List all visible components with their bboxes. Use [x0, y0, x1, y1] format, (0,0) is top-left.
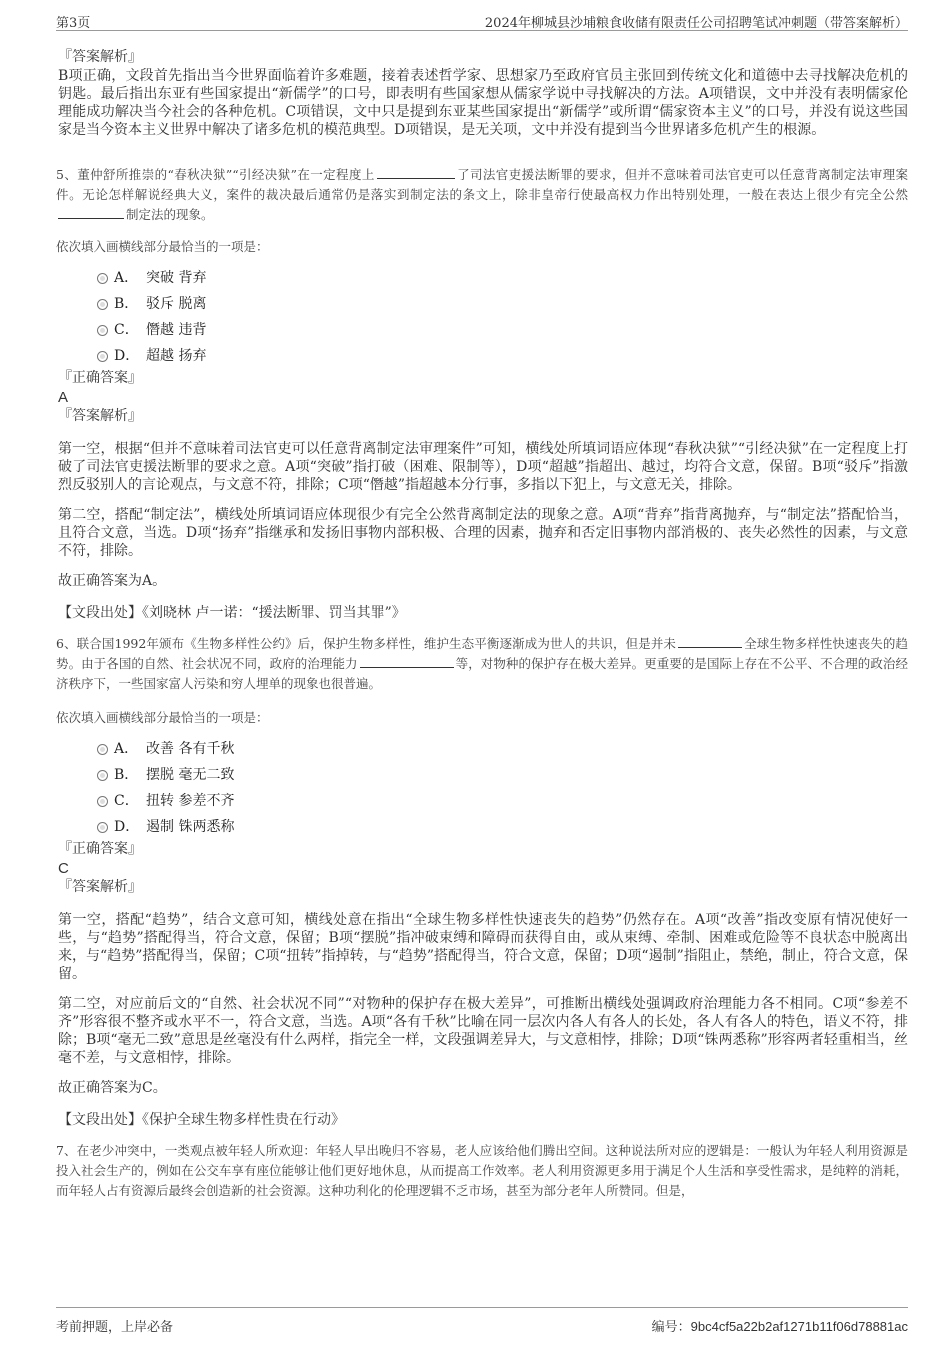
option-letter: C．: [114, 322, 139, 338]
option-text: 扭转 参差不齐: [146, 793, 235, 809]
answer-tag: 『正确答案』: [58, 370, 142, 386]
option-letter: D．: [114, 348, 140, 364]
analysis-paragraph-1: 第一空，搭配“趋势”，结合文意可知，横线处意在指出“全球生物多样性快速丧失的趋势”仍然存在。A项“改善”指改变原有情况使好一些，与“趋势”搭配得当，符合文意，保留；B项“摆脱”指冲破束缚和障碍而获得自由，或从束缚、牵制、困难或危险等不良状态中脱离出来，与“趋势”搭配得当，保留；C项“扭转”指掉转，与“趋势”搭配得当，符合文意，保留；D项“遏制”指阻止，禁绝，制止，符合文意，保留。: [58, 912, 908, 982]
radio-icon[interactable]: [97, 351, 108, 362]
page-content: [56, 40, 908, 1201]
option-c[interactable]: [56, 788, 908, 814]
document-title: 2024年柳城县沙埔粮食收储有限责任公司招聘笔试冲刺题（带答案解析）: [484, 16, 908, 31]
source-citation: 【文段出处】《刘晓林 卢一诺：“援法断罪、罚当其罪”》: [58, 605, 406, 621]
option-letter: B．: [114, 296, 139, 312]
analysis-conclusion: 故正确答案为C。: [58, 1080, 167, 1096]
blank-1: [678, 635, 742, 648]
radio-icon[interactable]: [97, 822, 108, 833]
analysis-paragraph-2: 第二空，对应前后文的“自然、社会状况不同”“对物种的保护存在极大差异”，可推断出横线处强调政府治理能力各不相同。C项“参差不齐”形容很不整齐或水平不一，符合文意，当选。A项“各有千秋”比喻在同一层次内各人有各人的长处，各人有各人的特色，语义不符，排除；B项“毫无二致”意思是丝毫没有什么两样，指完全一样，文段强调差异大，与文意相悖，排除；D项“铢两悉称”形容两者轻重相当，丝毫不差，与文意相悖，排除。: [58, 996, 908, 1066]
analysis-paragraph-1: 第一空，根据“但并不意味着司法官吏可以任意背离制定法审理案件”可知，横线处所填词语应体现“春秋决狱”“引经决狱”在一定程度上打破了司法官吏援法断罪的要求之意。A项“突破”指打破（困难、限制等），D项“超越”指超出、越过，均符合文意，保留。B项“驳斥”指激烈反驳别人的言论观点，与文意不符，排除；C项“僭越”指超越本分行事，多指以下犯上，与文意无关，排除。: [58, 441, 908, 493]
answer-tag: 『正确答案』: [58, 841, 142, 857]
radio-icon[interactable]: [97, 273, 108, 284]
blank-1: [377, 166, 455, 179]
option-b[interactable]: [56, 291, 908, 317]
page-header: [56, 8, 908, 31]
source-citation: 【文段出处】《保护全球生物多样性贵在行动》: [58, 1112, 345, 1128]
analysis-conclusion: 故正确答案为A。: [58, 573, 167, 589]
question-prompt: 依次填入画横线部分最恰当的一项是：: [56, 710, 269, 725]
option-letter: A．: [114, 741, 139, 757]
analysis-tag: 『答案解析』: [58, 879, 142, 895]
question-text: 了司法官吏援法断罪的要求，但并不意味着司法官吏可以任意背离制定法审理案件。无论怎样解说经典大义，案件的裁决最后通常仍是落实到制定法的条文上，除非皇帝行使最高权力作出特别处理，一般在表达上很少有完全公然: [56, 167, 908, 202]
option-b[interactable]: [56, 762, 908, 788]
option-d[interactable]: [56, 814, 908, 840]
options-list: [56, 265, 908, 369]
footer-slogan: 考前押题，上岸必备: [56, 1320, 174, 1335]
radio-icon[interactable]: [97, 299, 108, 310]
radio-icon[interactable]: [97, 796, 108, 807]
radio-icon[interactable]: [97, 325, 108, 336]
analysis-text: B项正确，文段首先指出当今世界面临着许多难题，接着表述哲学家、思想家乃至政府官员主张回到传统文化和道德中去寻找解决危机的钥匙。最后指出东亚有些国家提出“新儒学”的口号，即表明有些国家想从儒家学说中寻找解决的方法。A项错误，文中并没有表明儒家伦理能成功解决当今社会的各种危机。C项错误，文中只是提到东亚某些国家提出“新儒学”或所谓“儒家资本主义”的口号，并没有说这些国家是当今资本主义世界中解决了诸多危机的模范典型。D项错误，是无关项，文中并没有提到当今世界诸多危机产生的根源。: [58, 68, 908, 138]
question-6: [56, 634, 908, 694]
page-number: 第3页: [56, 16, 91, 31]
option-letter: C．: [114, 793, 139, 809]
page-footer: [56, 1307, 908, 1338]
question-text: 等，对物种的保护存在极大差异。更重要的是国际上存在不公平、不合理的政治经济秩序下，一些国家富人污染和穷人埋单的现象也很普遍。: [56, 656, 908, 691]
option-c[interactable]: [56, 317, 908, 343]
analysis-paragraph-2: 第二空，搭配“制定法”，横线处所填词语应体现很少有完全公然背离制定法的现象之意。A项“背弃”指背离抛弃，与“制定法”搭配恰当，且符合文意，当选。D项“扬弃”指继承和发扬旧事物内部积极、合理的因素，抛弃和否定旧事物内部消极的、丧失必然性的因素，与文意不符，排除。: [58, 507, 908, 559]
correct-answer: C: [58, 860, 69, 877]
option-a[interactable]: [56, 265, 908, 291]
option-text: 突破 背弃: [146, 270, 207, 286]
radio-icon[interactable]: [97, 744, 108, 755]
analysis-tag: 『答案解析』: [58, 49, 142, 65]
correct-answer: A: [58, 389, 69, 406]
option-letter: D．: [114, 819, 140, 835]
option-letter: A．: [114, 270, 139, 286]
option-text: 超越 扬弃: [146, 348, 207, 364]
code-value: 9bc4cf5a22b2af1271b11f06d78881ac: [690, 1319, 908, 1334]
radio-icon[interactable]: [97, 770, 108, 781]
blank-2: [58, 206, 124, 219]
question-text: 5、董仲舒所推崇的“春秋决狱”“引经决狱”在一定程度上: [56, 167, 375, 182]
option-text: 僭越 违背: [146, 322, 207, 338]
option-letter: B．: [114, 767, 139, 783]
option-d[interactable]: [56, 343, 908, 369]
question-7: 7、在老少冲突中，一类观点被年轻人所欢迎：年轻人早出晚归不容易，老人应该给他们腾出空间。这种说法所对应的逻辑是：一般认为年轻人利用资源是投入社会生产的，例如在公交车享有座位能够让他们更好地休息，从而提高工作效率。老人利用资源更多用于满足个人生活和享受性需求，是纯粹的消耗，而年轻人占有资源后最终会创造新的社会资源。这种功利化的伦理逻辑不乏市场，甚至为部分老年人所赞同。但是，: [56, 1143, 908, 1198]
question-prompt: 依次填入画横线部分最恰当的一项是：: [56, 239, 269, 254]
question-text: 制定法的现象。: [126, 207, 214, 222]
question-5: [56, 165, 908, 225]
analysis-tag: 『答案解析』: [58, 408, 142, 424]
question-text: 6、联合国1992年颁布《生物多样性公约》后，保护生物多样性，维护生态平衡逐渐成为世人的共识，但是并未: [56, 636, 677, 651]
options-list: [56, 736, 908, 840]
option-a[interactable]: [56, 736, 908, 762]
question-text: 全球生物多样性快速丧失的趋势。由于各国的自然、社会状况不同，政府的治理能力: [56, 636, 908, 671]
document-code: [652, 1316, 908, 1335]
blank-2: [360, 655, 454, 668]
option-text: 驳斥 脱离: [146, 296, 207, 312]
code-label: 编号：: [651, 1319, 691, 1334]
option-text: 遏制 铢两悉称: [146, 819, 235, 835]
option-text: 摆脱 毫无二致: [146, 767, 235, 783]
option-text: 改善 各有千秋: [146, 741, 235, 757]
